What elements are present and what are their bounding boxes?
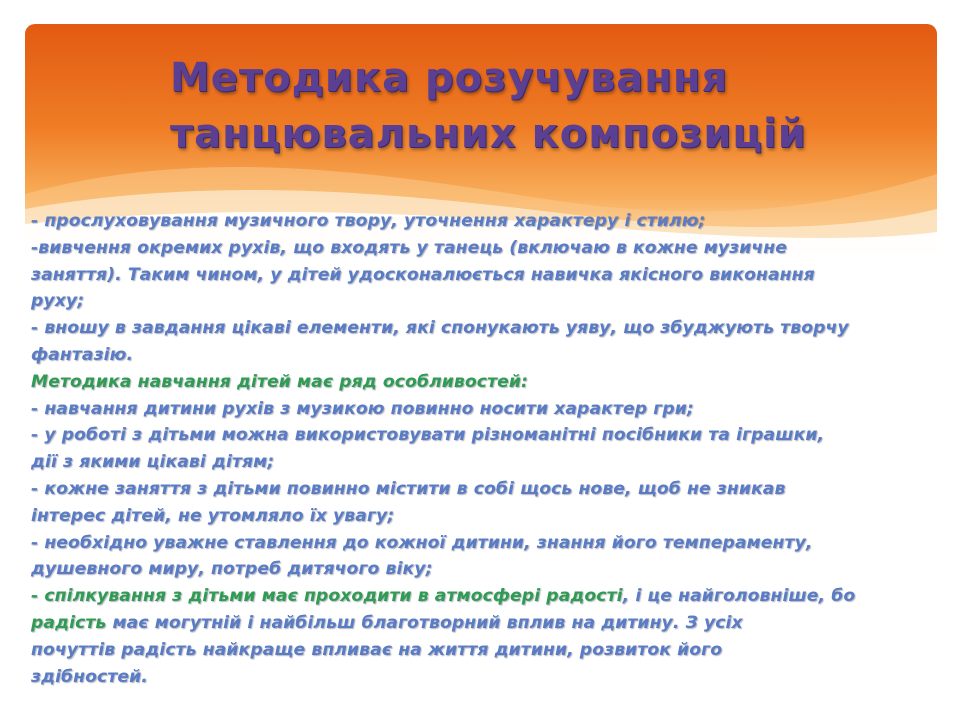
text-line: [31, 637, 936, 664]
text-segment: - прослуховування музичного твору, уточнення характеру і стилю;: [31, 211, 706, 231]
text-segment: - кожне заняття з дітьми повинно містити в собі щось нове, щоб не зникав: [31, 478, 786, 499]
text-segment: - вношу в завдання цікаві елементи, які спонукають уяву, що збуджують творчу: [31, 318, 849, 339]
text-line: [31, 610, 936, 637]
text-line: [31, 262, 936, 289]
text-line: [31, 342, 936, 369]
text-line: [31, 503, 936, 530]
text-line: [31, 369, 936, 396]
title-line-2: танцювальних композицій: [170, 111, 807, 157]
text-segment: дії з якими цікаві дітям;: [31, 452, 275, 473]
text-segment: Методика навчання дітей має ряд особливостей:: [31, 371, 529, 392]
text-line: [31, 530, 936, 557]
text-line: [31, 583, 936, 610]
page-title: [170, 50, 807, 162]
text-segment: -вивчення окремих рухів, що входять у танець (включаю в кожне музичне: [31, 237, 788, 258]
text-segment: , і це найголовніше, бо: [622, 586, 856, 607]
text-segment: - навчання дитини рухів з музикою повинно носити характер гри;: [31, 398, 694, 419]
text-segment: інтерес дітей, не утомляло їх увагу;: [31, 505, 395, 526]
text-line: [31, 396, 936, 423]
text-segment: душевного миру, потреб дитячого віку;: [31, 559, 433, 580]
text-line: [31, 288, 936, 315]
text-segment: здібностей.: [31, 666, 148, 687]
text-segment: - необхідно уважне ставлення до кожної дитини, знання його темпераменту,: [31, 532, 813, 553]
text-segment: радість: [31, 612, 107, 633]
title-line-1: Методика розучування: [170, 55, 729, 101]
text-segment: фантазію.: [31, 344, 134, 365]
text-line: [31, 315, 936, 342]
text-line: [31, 208, 936, 235]
text-segment: - у роботі з дітьми можна використовувати різноманітні посібники та іграшки,: [31, 425, 825, 446]
text-line: [31, 556, 936, 583]
text-segment: почуттів радість найкраще впливає на життя дитини, розвиток його: [31, 639, 723, 660]
text-line: [31, 449, 936, 476]
text-segment: - спілкування з дітьми має проходити в атмосфері радості: [31, 586, 623, 607]
text-segment: руху;: [31, 291, 85, 312]
text-segment: заняття). Таким чином, у дітей удосконалюється навичка якісного виконання: [31, 264, 815, 285]
body-text: [31, 208, 936, 690]
text-line: [31, 476, 936, 503]
text-segment: має могутній і найбільш благотворний вплив на дитину. З усіх: [106, 612, 743, 633]
text-line: [31, 422, 936, 449]
text-line: [31, 235, 936, 262]
text-line: [31, 664, 936, 691]
